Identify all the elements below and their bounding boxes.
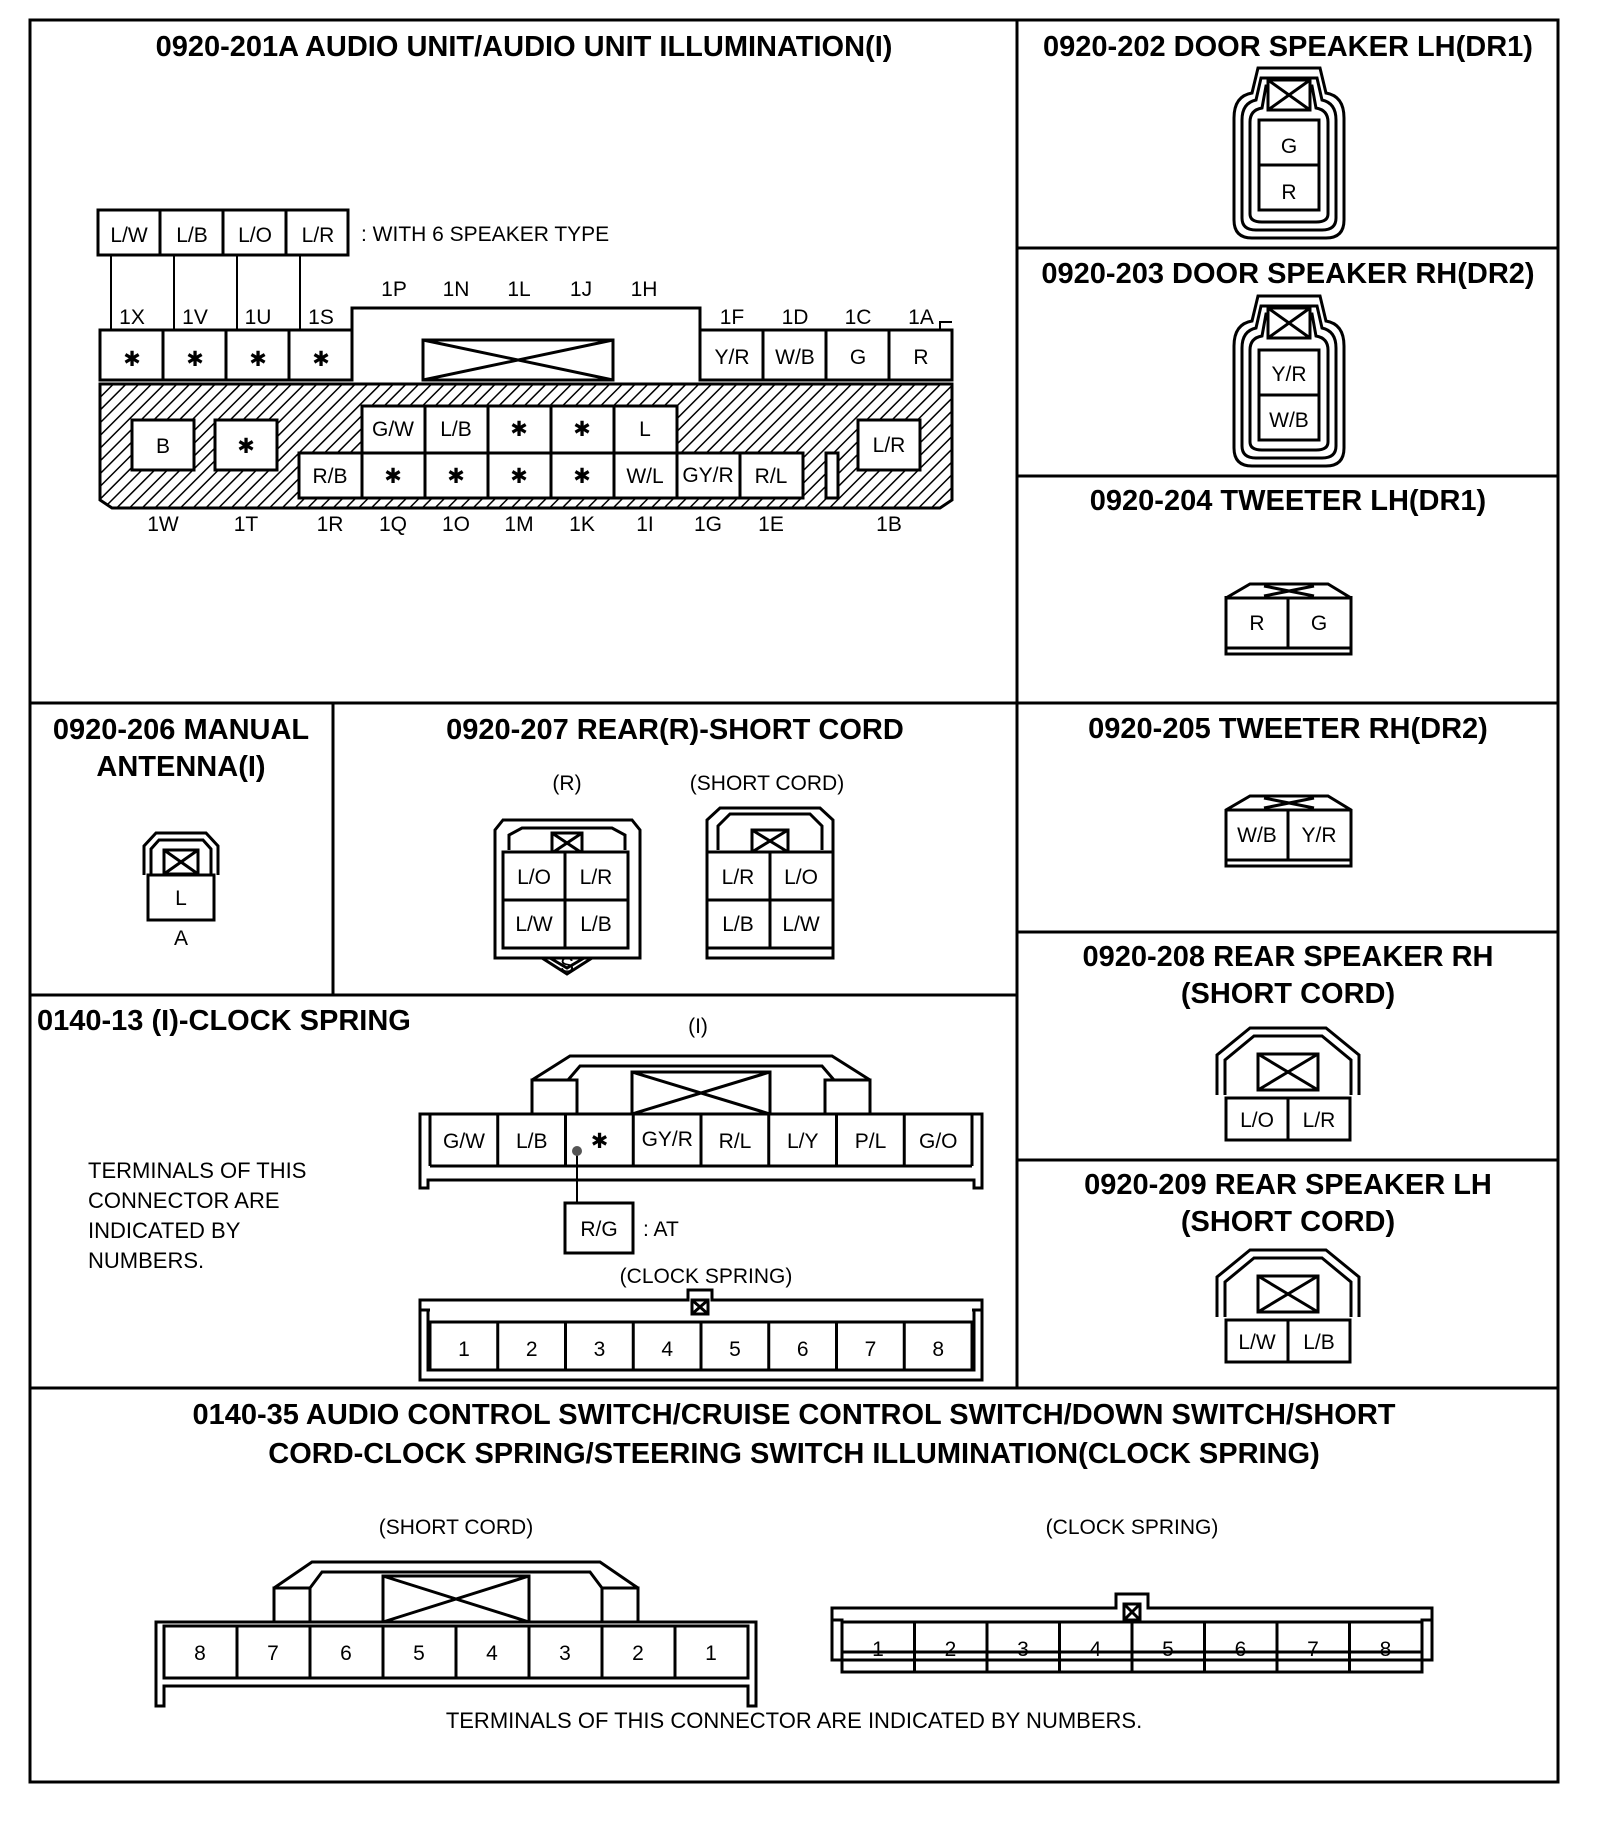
r-side-label: (R) <box>552 772 582 795</box>
terminal-label: GY/R <box>682 464 734 487</box>
audio-unit-title: 0920-201A AUDIO UNIT/AUDIO UNIT ILLUMINATION(I) <box>155 31 893 63</box>
terminal-label: R/G <box>580 1218 618 1241</box>
rear-speaker-rh-title-2: (SHORT CORD) <box>1180 978 1396 1010</box>
terminal-label: L <box>175 887 187 910</box>
rear-speaker-rh-panel <box>1083 941 1494 1140</box>
pin-number-label: 1J <box>569 278 593 301</box>
pin-number-label: 3 <box>1017 1638 1029 1661</box>
terminal-label: R/L <box>754 465 788 488</box>
pin-number-label: 1B <box>876 513 902 536</box>
terminal-label: ✱ <box>510 465 528 488</box>
short-cord-side-label: (SHORT CORD) <box>689 772 845 795</box>
terminal-label: R <box>1281 181 1297 204</box>
pin-number-label: 2 <box>525 1338 538 1361</box>
clock-spring-note-line: INDICATED BY <box>88 1218 241 1243</box>
terminal-label: L/O <box>1240 1109 1274 1132</box>
pin-number-label: 1N <box>442 278 470 301</box>
terminal-label: ✱ <box>249 348 267 371</box>
audio-control-note: TERMINALS OF THIS CONNECTOR ARE INDICATED BY NUMBERS. <box>445 1708 1143 1733</box>
pin-number-label: 4 <box>486 1642 498 1665</box>
pin-number-label: 1 <box>872 1638 884 1661</box>
terminal-label: L/Y <box>786 1130 819 1153</box>
pin-number-label: 1P <box>381 278 407 301</box>
terminal-label: L/B <box>515 1130 548 1153</box>
at-note: : AT <box>643 1218 679 1241</box>
terminal-label: L/R <box>872 434 906 457</box>
terminal-label: L/R <box>721 866 755 889</box>
terminal-label: ✱ <box>237 435 255 458</box>
terminal-label: G <box>1280 135 1298 158</box>
pin-number-label: 1 <box>705 1642 717 1665</box>
terminal-label: G <box>849 346 867 369</box>
audio-control-title-1: 0140-35 AUDIO CONTROL SWITCH/CRUISE CONTROL SWITCH/DOWN SWITCH/SHORT <box>192 1399 1396 1431</box>
pin-number-label: 5 <box>729 1338 741 1361</box>
terminal-label: L/W <box>782 913 820 936</box>
pin-number-label: 2 <box>632 1642 644 1665</box>
pin-number-label: 3 <box>593 1338 606 1361</box>
pin-number-label: 7 <box>864 1338 877 1361</box>
terminal-label: L/B <box>440 418 472 441</box>
terminal-label: W/B <box>1269 409 1309 432</box>
clock-spring-note-line: NUMBERS. <box>88 1248 205 1273</box>
terminal-label: R/L <box>718 1130 752 1153</box>
pin-number-label: 1X <box>119 306 145 329</box>
terminal-label: GY/R <box>641 1128 693 1151</box>
door-speaker-rh-title: 0920-203 DOOR SPEAKER RH(DR2) <box>1041 258 1535 290</box>
pin-number-label: 8 <box>932 1338 945 1361</box>
terminal-label: L/O <box>784 866 818 889</box>
speaker-box-cell: L/B <box>176 224 208 247</box>
terminal-label: W/B <box>775 346 815 369</box>
pin-number-label: 5 <box>413 1642 425 1665</box>
terminal-label: W/B <box>1237 824 1277 847</box>
terminal-label: G <box>1310 612 1328 635</box>
rear-short-cord-title: 0920-207 REAR(R)-SHORT CORD <box>446 714 904 746</box>
pin-number-label: 1 <box>458 1338 470 1361</box>
terminal-label: L/O <box>517 866 551 889</box>
pin-number-label: 8 <box>194 1642 206 1665</box>
cs-connector-label: (CLOCK SPRING) <box>1045 1516 1219 1539</box>
pin-number-label: 5 <box>1162 1638 1174 1661</box>
sc-connector-label: (SHORT CORD) <box>378 1516 534 1539</box>
terminal-label: L/W <box>1238 1331 1276 1354</box>
audio-control-panel <box>156 1399 1432 1733</box>
terminal-label: ✱ <box>186 348 204 371</box>
terminal-label: G/W <box>443 1130 485 1153</box>
pin-number-label: 1V <box>182 306 208 329</box>
rear-speaker-lh-title-1: 0920-209 REAR SPEAKER LH <box>1084 1169 1492 1201</box>
pin-number-label: 1D <box>781 306 809 329</box>
cs-side-label: (CLOCK SPRING) <box>619 1265 793 1288</box>
clock-spring-note-line: TERMINALS OF THIS <box>88 1158 307 1183</box>
terminal-label: Y/R <box>1301 824 1337 847</box>
pin-number-label: 1F <box>719 306 745 329</box>
tweeter-lh-panel <box>1090 485 1486 654</box>
door-speaker-rh-panel <box>1041 258 1534 466</box>
pin-number-label: 1U <box>244 306 272 329</box>
pin-number-label: 1C <box>844 306 872 329</box>
pin-number-label: 2 <box>944 1638 957 1661</box>
pin-number-label: 3 <box>559 1642 571 1665</box>
terminal-label: L/W <box>515 913 553 936</box>
mark-label: S <box>559 954 575 977</box>
terminal-label: ✱ <box>123 348 141 371</box>
tweeter-rh-panel <box>1088 713 1488 866</box>
terminal-label: L/B <box>1303 1331 1335 1354</box>
i-side-label: (I) <box>688 1015 708 1038</box>
pin-number-label: 1S <box>308 306 334 329</box>
pin-number-label: A <box>173 927 189 950</box>
pin-number-label: 1I <box>636 513 654 536</box>
terminal-label: B <box>155 435 171 458</box>
terminal-label: L <box>639 418 651 441</box>
terminal-label: G/W <box>372 418 414 441</box>
pin-number-label: 1R <box>316 513 344 536</box>
speaker-box-cell: L/W <box>110 224 148 247</box>
rear-speaker-lh-panel <box>1084 1169 1492 1362</box>
terminal-label: Y/R <box>714 346 750 369</box>
terminal-label: ✱ <box>447 465 465 488</box>
clock-spring-title: 0140-13 (I)-CLOCK SPRING <box>37 1005 411 1037</box>
terminal-label: L/B <box>580 913 612 936</box>
terminal-label: R/B <box>312 465 348 488</box>
manual-antenna-title-2: ANTENNA(I) <box>96 751 266 783</box>
terminal-label: ✱ <box>573 418 591 441</box>
speaker-box-cell: L/O <box>238 224 272 247</box>
manual-antenna-title-1: 0920-206 MANUAL <box>52 714 310 746</box>
pin-number-label: 1H <box>630 278 658 301</box>
pin-number-label: 1A <box>908 306 934 329</box>
terminal-label: ✱ <box>510 418 528 441</box>
pin-number-label: 1M <box>504 513 534 536</box>
pin-number-label: 1K <box>569 513 595 536</box>
audio-control-title-2: CORD-CLOCK SPRING/STEERING SWITCH ILLUMINATION(CLOCK SPRING) <box>268 1438 1320 1470</box>
pin-number-label: 7 <box>1307 1638 1319 1661</box>
tweeter-rh-title: 0920-205 TWEETER RH(DR2) <box>1088 713 1488 745</box>
speaker-type-note: : WITH 6 SPEAKER TYPE <box>361 223 610 246</box>
clock-spring-note-line: CONNECTOR ARE <box>88 1188 280 1213</box>
pin-number-label: 1O <box>441 513 471 536</box>
pin-number-label: 1T <box>233 513 259 536</box>
terminal-label: W/L <box>626 465 664 488</box>
terminal-label: L/B <box>722 913 754 936</box>
terminal-label: P/L <box>854 1130 887 1153</box>
terminal-label: L/R <box>1302 1109 1336 1132</box>
terminal-label: Y/R <box>1271 363 1307 386</box>
pin-number-label: 1L <box>507 278 531 301</box>
pin-number-label: 1Q <box>378 513 408 536</box>
pin-number-label: 1E <box>758 513 784 536</box>
terminal-label: R <box>913 346 929 369</box>
pin-number-label: 8 <box>1379 1638 1392 1661</box>
terminal-label: ✱ <box>384 465 402 488</box>
pin-number-label: 1W <box>147 513 179 536</box>
pin-number-label: 6 <box>340 1642 352 1665</box>
terminal-label: G/O <box>918 1130 958 1153</box>
pin-number-label: 4 <box>661 1338 674 1361</box>
pin-number-label: 7 <box>267 1642 279 1665</box>
terminal-label: L/R <box>579 866 613 889</box>
speaker-box-cell: L/R <box>301 224 335 247</box>
pin-number-label: 4 <box>1089 1638 1102 1661</box>
clock-spring-panel <box>37 1005 982 1380</box>
tweeter-lh-title: 0920-204 TWEETER LH(DR1) <box>1089 485 1487 517</box>
terminal-label: R <box>1249 612 1265 635</box>
pin-number-label: 6 <box>796 1338 809 1361</box>
pin-number-label: 1G <box>693 513 723 536</box>
pin-number-label: 6 <box>1234 1638 1247 1661</box>
rear-speaker-lh-title-2: (SHORT CORD) <box>1180 1206 1396 1238</box>
terminal-label: ✱ <box>312 348 330 371</box>
terminal-label: ✱ <box>590 1130 609 1153</box>
door-speaker-lh-title: 0920-202 DOOR SPEAKER LH(DR1) <box>1043 31 1533 63</box>
rear-speaker-rh-title-1: 0920-208 REAR SPEAKER RH <box>1082 941 1494 973</box>
terminal-label: ✱ <box>573 465 591 488</box>
